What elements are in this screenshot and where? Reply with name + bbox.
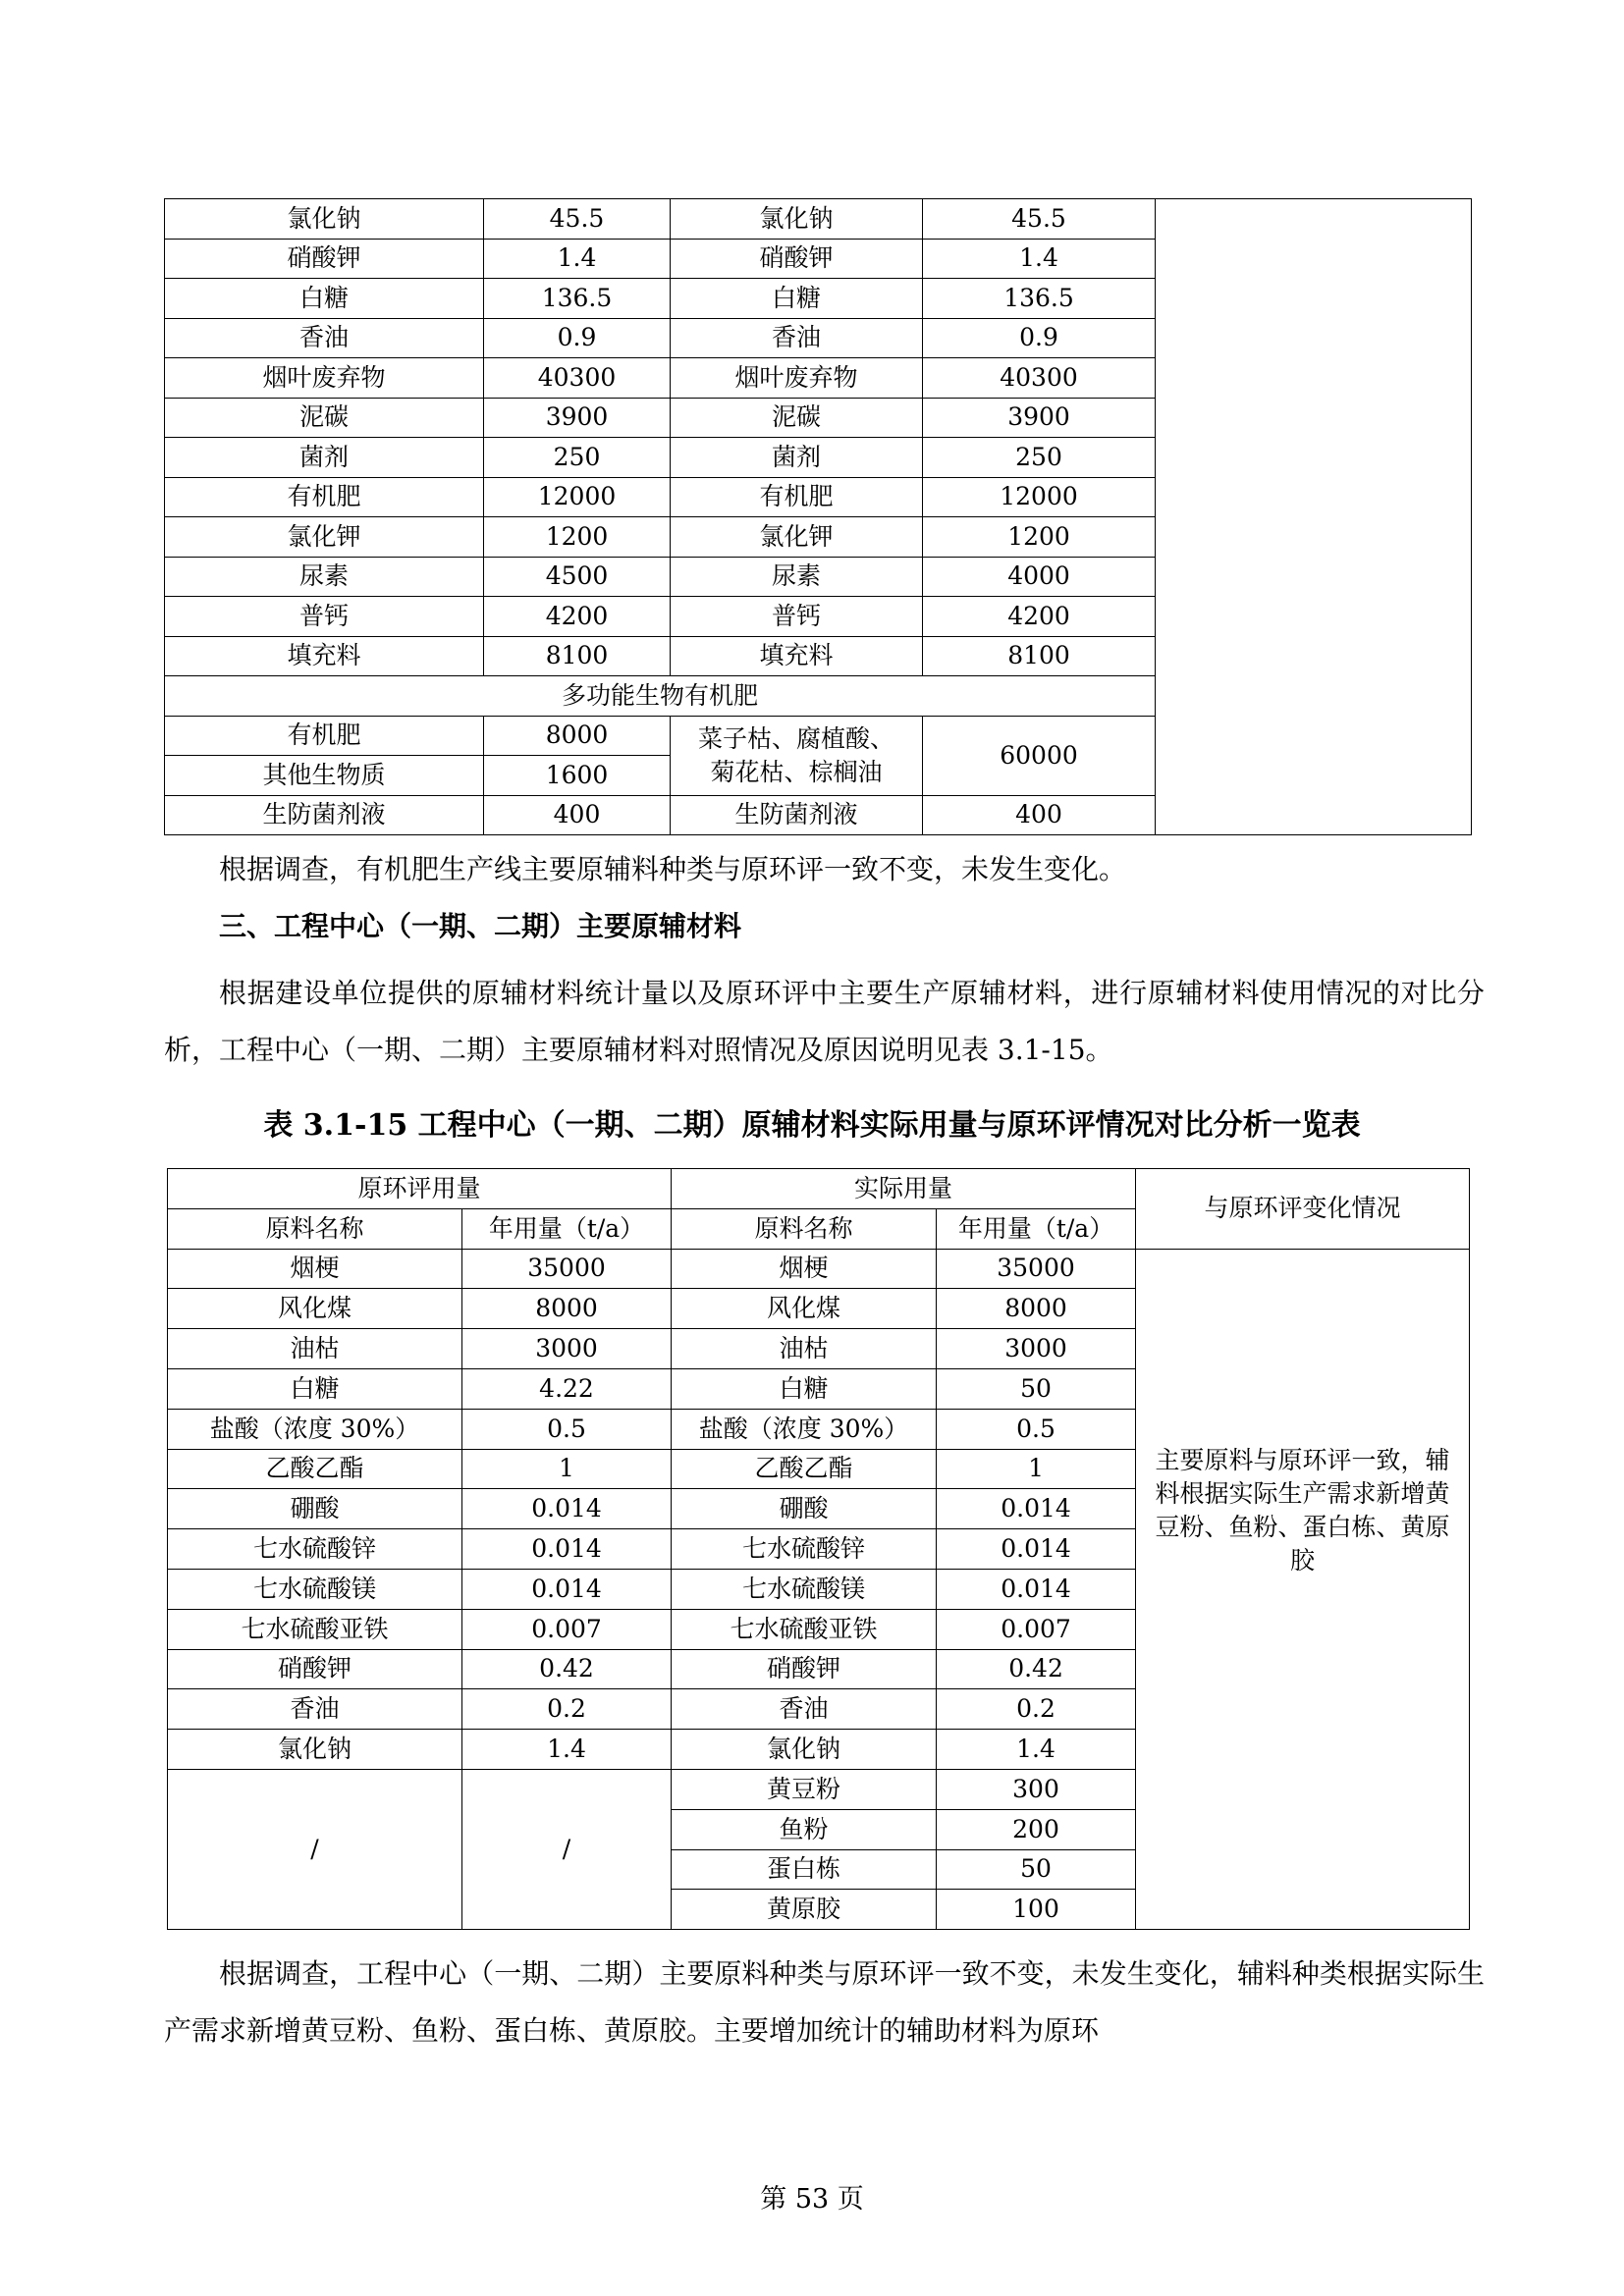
cell-original-amount: 1.4 (484, 239, 671, 279)
cell-actual-amount: 40300 (923, 358, 1156, 399)
cell-original-amount: 8000 (462, 1289, 672, 1329)
cell-actual-amount: 300 (937, 1769, 1136, 1809)
cell-actual-amount: 136.5 (923, 279, 1156, 319)
cell-original-name: 油枯 (168, 1329, 462, 1369)
cell-change-note (1136, 1249, 1470, 1930)
cell-original-amount: 8000 (484, 716, 671, 756)
cell-actual-name: 白糖 (671, 279, 923, 319)
header-actual-name: 原料名称 (672, 1208, 937, 1249)
cell-original-amount: 0.9 (484, 318, 671, 358)
cell-original-amount: 1200 (484, 517, 671, 558)
cell-actual-amount: 50 (937, 1849, 1136, 1890)
cell-actual-name: 黄原胶 (672, 1890, 937, 1930)
cell-actual-name: 白糖 (672, 1368, 937, 1409)
cell-original-name: 尿素 (165, 557, 484, 597)
cell-original-amount: 8100 (484, 636, 671, 676)
cell-actual-amount: 3000 (937, 1329, 1136, 1369)
cell-actual-amount: 8000 (937, 1289, 1136, 1329)
cell-original-amount: 4.22 (462, 1368, 672, 1409)
cell-actual-name: 泥碳 (671, 398, 923, 438)
cell-original-name: 硝酸钾 (165, 239, 484, 279)
cell-actual-amount: 0.014 (937, 1529, 1136, 1570)
cell-original-name: 氯化钠 (168, 1730, 462, 1770)
cell-actual-amount: 250 (923, 438, 1156, 478)
section-title: 多功能生物有机肥 (165, 676, 1156, 717)
cell-actual-amount: 100 (937, 1890, 1136, 1930)
header-actual-amount: 年用量（t/a） (937, 1208, 1136, 1249)
cell-actual-amount: 0.007 (937, 1609, 1136, 1649)
cell-actual-amount: 0.9 (923, 318, 1156, 358)
cell-change-blank (1156, 199, 1472, 835)
cell-actual-name: 氯化钾 (671, 517, 923, 558)
table-caption: 表 3.1-15 工程中心（一期、二期）原辅材料实际用量与原环评情况对比分析一览表 (263, 1108, 1361, 1143)
cell-actual-amount: 3900 (923, 398, 1156, 438)
cell-original-name: 盐酸（浓度 30%） (168, 1409, 462, 1449)
cell-original-amount: 0.014 (462, 1529, 672, 1570)
cell-original-name: 白糖 (165, 279, 484, 319)
cell-original-amount: 136.5 (484, 279, 671, 319)
cell-original-amount: 3900 (484, 398, 671, 438)
cell-actual-amount: 50 (937, 1368, 1136, 1409)
cell-actual-name: 硼酸 (672, 1489, 937, 1529)
cell-original-name: 氯化钾 (165, 517, 484, 558)
cell-actual-name: 鱼粉 (672, 1809, 937, 1849)
cell-original-amount: 4200 (484, 597, 671, 637)
cell-original-amount: 12000 (484, 477, 671, 517)
header-original-amount: 年用量（t/a） (462, 1208, 672, 1249)
merged-name-text: 菜子枯、腐植酸、菊花枯、棕榈油 (697, 723, 894, 786)
cell-actual-name: 尿素 (671, 557, 923, 597)
conclusion-text: 根据调查，工程中心（一期、二期）主要原料种类与原环评一致不变，未发生变化，辅料种类根据实际生产需求新增黄豆粉、鱼粉、蛋白栋、黄原胶。主要增加统计的辅助材料为原环 (164, 1957, 1485, 2047)
cell-original-name: 有机肥 (165, 716, 484, 756)
cell-original-amount: 0.2 (462, 1689, 672, 1730)
header-actual: 实际用量 (672, 1169, 1136, 1209)
cell-actual-name: 风化煤 (672, 1289, 937, 1329)
cell-original-amount: 40300 (484, 358, 671, 399)
cell-actual-amount: 0.42 (937, 1649, 1136, 1689)
cell-original-name: 生防菌剂液 (165, 795, 484, 835)
cell-original-name: 烟叶废弃物 (165, 358, 484, 399)
cell-original-name: 硝酸钾 (168, 1649, 462, 1689)
cell-actual-amount: 1200 (923, 517, 1156, 558)
cell-original-amount: 250 (484, 438, 671, 478)
cell-original-name-slash: / (168, 1769, 462, 1929)
cell-actual-name: 生防菌剂液 (671, 795, 923, 835)
cell-actual-amount: 0.5 (937, 1409, 1136, 1449)
table-row (165, 199, 1472, 240)
section-heading: 三、工程中心（一期、二期）主要原辅材料 (219, 910, 742, 942)
cell-actual-name: 盐酸（浓度 30%） (672, 1409, 937, 1449)
conclusion-paragraph (164, 1946, 1485, 2059)
cell-original-name: 风化煤 (168, 1289, 462, 1329)
cell-original-name: 七水硫酸锌 (168, 1529, 462, 1570)
cell-actual-amount: 0.014 (937, 1489, 1136, 1529)
header-change: 与原环评变化情况 (1136, 1169, 1470, 1250)
cell-original-name: 泥碳 (165, 398, 484, 438)
cell-actual-name: 乙酸乙酯 (672, 1449, 937, 1489)
cell-actual-name: 香油 (672, 1689, 937, 1730)
cell-original-name: 其他生物质 (165, 756, 484, 796)
cell-actual-amount: 1.4 (923, 239, 1156, 279)
cell-actual-name: 烟叶废弃物 (671, 358, 923, 399)
cell-actual-amount: 4200 (923, 597, 1156, 637)
cell-original-amount-slash: / (462, 1769, 672, 1929)
cell-actual-name: 有机肥 (671, 477, 923, 517)
cell-original-name: 香油 (168, 1689, 462, 1730)
cell-original-amount: 1.4 (462, 1730, 672, 1770)
cell-actual-amount: 200 (937, 1809, 1136, 1849)
remark-paragraph (164, 841, 1485, 898)
cell-original-amount: 0.007 (462, 1609, 672, 1649)
table-row (168, 1249, 1470, 1289)
cell-actual-amount: 35000 (937, 1249, 1136, 1289)
cell-actual-amount: 0.2 (937, 1689, 1136, 1730)
page-number: 第 53 页 (760, 2184, 864, 2215)
cell-actual-name-merged (671, 716, 923, 795)
materials-table-continued (164, 198, 1472, 835)
cell-original-amount: 4500 (484, 557, 671, 597)
header-original: 原环评用量 (168, 1169, 672, 1209)
cell-actual-name: 填充料 (671, 636, 923, 676)
cell-original-amount: 400 (484, 795, 671, 835)
cell-original-name: 香油 (165, 318, 484, 358)
cell-actual-name: 烟梗 (672, 1249, 937, 1289)
cell-original-amount: 0.014 (462, 1569, 672, 1609)
cell-actual-name: 蛋白栋 (672, 1849, 937, 1890)
remark-text: 根据调查，有机肥生产线主要原辅料种类与原环评一致不变，未发生变化。 (219, 853, 1127, 885)
intro-text: 根据建设单位提供的原辅材料统计量以及原环评中主要生产原辅材料，进行原辅材料使用情况的对比分析，工程中心（一期、二期）主要原辅材料对照情况及原因说明见表 3.1-15。 (164, 977, 1485, 1066)
cell-original-name: 白糖 (168, 1368, 462, 1409)
cell-original-amount: 1 (462, 1449, 672, 1489)
cell-actual-name: 硝酸钾 (672, 1649, 937, 1689)
cell-original-amount: 1600 (484, 756, 671, 796)
cell-actual-name: 氯化钠 (671, 199, 923, 240)
cell-actual-amount: 4000 (923, 557, 1156, 597)
cell-actual-name: 七水硫酸锌 (672, 1529, 937, 1570)
cell-original-name: 填充料 (165, 636, 484, 676)
cell-actual-name: 七水硫酸亚铁 (672, 1609, 937, 1649)
cell-original-name: 有机肥 (165, 477, 484, 517)
cell-original-name: 七水硫酸亚铁 (168, 1609, 462, 1649)
cell-actual-amount: 8100 (923, 636, 1156, 676)
cell-original-name: 烟梗 (168, 1249, 462, 1289)
cell-actual-name: 硝酸钾 (671, 239, 923, 279)
cell-actual-amount: 45.5 (923, 199, 1156, 240)
cell-actual-name: 七水硫酸镁 (672, 1569, 937, 1609)
cell-actual-name: 香油 (671, 318, 923, 358)
engineering-center-materials-table (167, 1168, 1470, 1930)
header-original-name: 原料名称 (168, 1208, 462, 1249)
cell-original-name: 硼酸 (168, 1489, 462, 1529)
cell-original-amount: 45.5 (484, 199, 671, 240)
cell-original-amount: 0.42 (462, 1649, 672, 1689)
cell-original-amount: 0.5 (462, 1409, 672, 1449)
cell-actual-amount: 1 (937, 1449, 1136, 1489)
cell-original-name: 乙酸乙酯 (168, 1449, 462, 1489)
cell-actual-name: 普钙 (671, 597, 923, 637)
cell-actual-name: 氯化钠 (672, 1730, 937, 1770)
cell-original-amount: 0.014 (462, 1489, 672, 1529)
cell-original-name: 菌剂 (165, 438, 484, 478)
intro-paragraph (164, 965, 1485, 1079)
cell-original-amount: 3000 (462, 1329, 672, 1369)
cell-actual-amount: 400 (923, 795, 1156, 835)
cell-actual-amount-merged: 60000 (923, 716, 1156, 795)
cell-original-amount: 35000 (462, 1249, 672, 1289)
cell-actual-amount: 12000 (923, 477, 1156, 517)
change-note-text: 主要原料与原环评一致，辅料根据实际生产需求新增黄豆粉、鱼粉、蛋白栋、黄原胶 (1155, 1445, 1450, 1575)
cell-actual-name: 黄豆粉 (672, 1769, 937, 1809)
cell-original-name: 氯化钠 (165, 199, 484, 240)
cell-actual-amount: 0.014 (937, 1569, 1136, 1609)
cell-original-name: 普钙 (165, 597, 484, 637)
cell-actual-amount: 1.4 (937, 1730, 1136, 1770)
table-header-row (168, 1169, 1470, 1209)
cell-original-name: 七水硫酸镁 (168, 1569, 462, 1609)
cell-actual-name: 油枯 (672, 1329, 937, 1369)
cell-actual-name: 菌剂 (671, 438, 923, 478)
